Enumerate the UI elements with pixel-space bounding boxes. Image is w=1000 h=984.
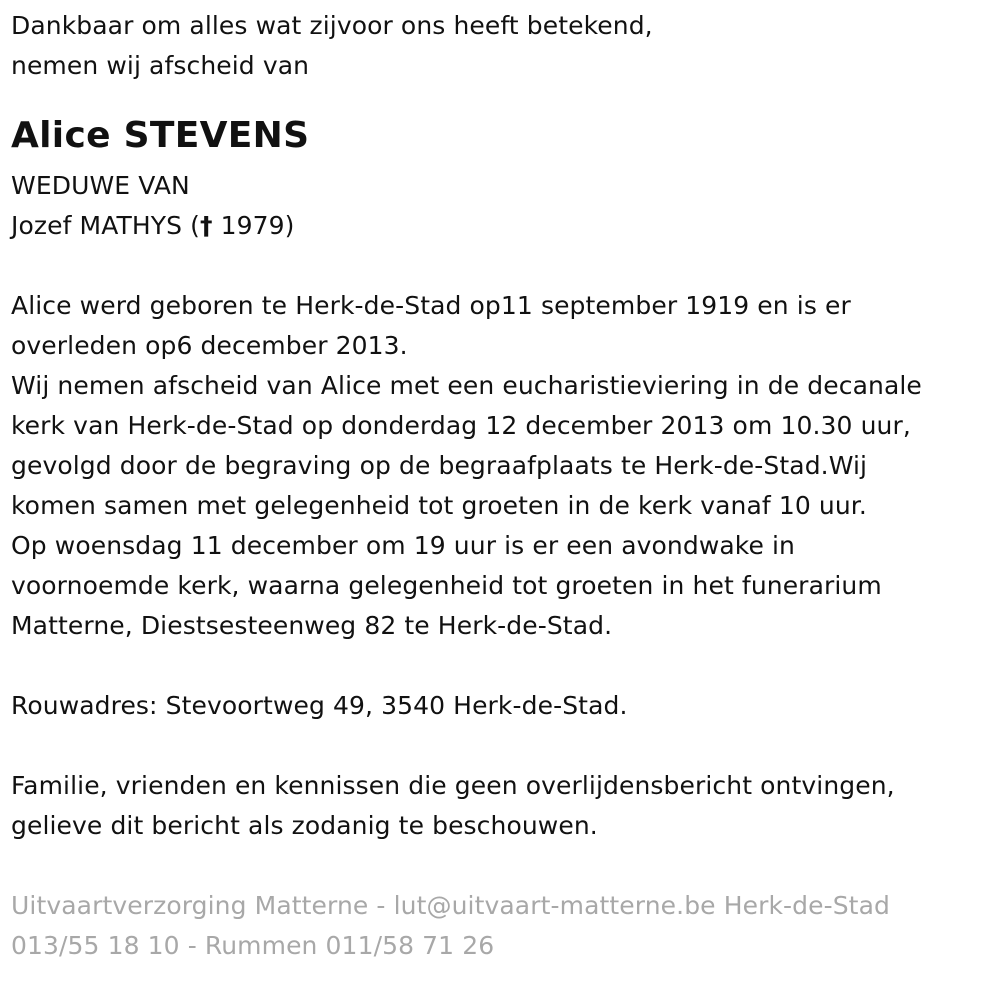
body-line: komen samen met gelegenheid tot groeten in de kerk vanaf 10 uur. [11, 491, 867, 520]
spouse-name: Jozef MATHYS ( [11, 211, 200, 240]
relation-label: WEDUWE VAN [11, 171, 190, 200]
body-line: Op woensdag 11 december om 19 uur is er een avondwake in [11, 531, 795, 560]
body-line: overleden op6 december 2013. [11, 331, 408, 360]
spouse-line [11, 206, 986, 246]
notice-line-1: Familie, vrienden en kennissen die geen overlijdensbericht ontvingen, [11, 771, 895, 800]
spacer [11, 846, 986, 886]
spouse-death-year: 1979) [212, 211, 295, 240]
deceased-name: Alice STEVENS [11, 115, 310, 156]
body-line: Matterne, Diestsesteenweg 82 te Herk-de-Stad. [11, 611, 613, 640]
funeral-home-line-1: Uitvaartverzorging Matterne - lut@uitvaart-matterne.be Herk-de-Stad [11, 891, 890, 920]
funeral-home-line-2: 013/55 18 10 - Rummen 011/58 71 26 [11, 931, 495, 960]
body-line: Alice werd geboren te Herk-de-Stad op11 september 1919 en is er [11, 291, 851, 320]
body-line: Wij nemen afscheid van Alice met een eucharistieviering in de decanale [11, 371, 922, 400]
body-line: gevolgd door de begraving op de begraafplaats te Herk-de-Stad.Wij [11, 451, 868, 480]
mourning-address: Rouwadres: Stevoortweg 49, 3540 Herk-de-Stad. [11, 691, 628, 720]
obituary-notice [11, 6, 986, 966]
spacer [11, 246, 986, 286]
spacer [11, 726, 986, 766]
intro-line-2: nemen wij afscheid van [11, 51, 310, 80]
cross-icon: † [199, 211, 213, 240]
notice-line-2: gelieve dit bericht als zodanig te beschouwen. [11, 811, 598, 840]
body-line: voornoemde kerk, waarna gelegenheid tot groeten in het funerarium [11, 571, 882, 600]
spacer [11, 646, 986, 686]
intro-line-1: Dankbaar om alles wat zijvoor ons heeft betekend, [11, 11, 653, 40]
body-line: kerk van Herk-de-Stad op donderdag 12 december 2013 om 10.30 uur, [11, 411, 911, 440]
